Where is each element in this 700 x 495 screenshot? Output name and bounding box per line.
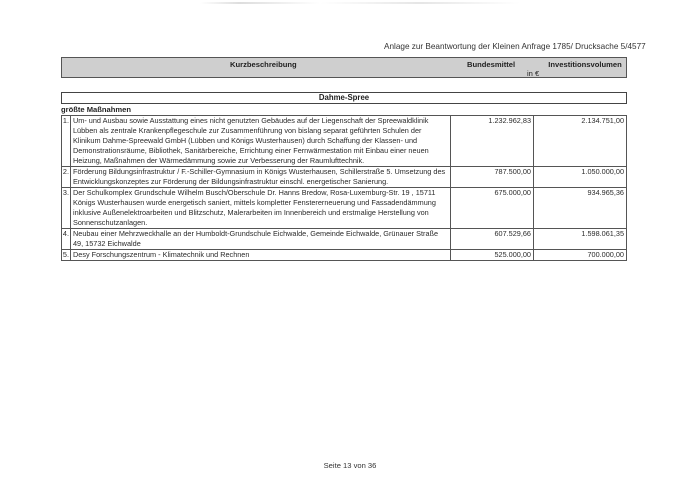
page-number: Seite 13 von 36	[323, 461, 377, 470]
row-federal-funds: 787.500,00	[451, 167, 534, 188]
table-row	[62, 229, 627, 250]
table-row	[62, 116, 627, 167]
measures-table	[61, 115, 627, 261]
row-federal-funds: 675.000,00	[451, 188, 534, 229]
section-heading: größte Maßnahmen	[61, 105, 627, 116]
row-description: Förderung Bildungsinfrastruktur / F.-Schiller-Gymnasium in Königs Wusterhausen, Schillerstraße 5. Umsetzung des Entwicklungskonzeptes zur Förderung der Bildungsinfrastruktur einschl. energetischer Sanierung.	[71, 167, 451, 188]
header-federal-funds: Bundesmittel	[467, 60, 516, 69]
table-header	[61, 57, 627, 78]
row-investment: 1.050.000,00	[534, 167, 627, 188]
row-number: 1.	[62, 116, 71, 167]
row-investment: 700.000,00	[534, 250, 627, 261]
row-number: 5.	[62, 250, 69, 259]
row-federal-funds: 1.232.962,83	[451, 116, 534, 167]
table-row	[62, 167, 627, 188]
table-row	[62, 250, 627, 261]
row-federal-funds: 525.000,00	[451, 250, 534, 261]
row-investment: 934.965,36	[534, 188, 627, 229]
region-title: Dahme-Spree	[61, 92, 627, 104]
document-reference: Anlage zur Beantwortung der Kleinen Anfrage 1785/ Drucksache 5/4577	[384, 42, 646, 51]
table-row	[62, 188, 627, 229]
scan-artifact	[200, 2, 600, 4]
header-unit: in €	[527, 69, 540, 78]
row-description: Der Schulkomplex Grundschule Wilhelm Busch/Oberschule Dr. Hanns Bredow, Rosa-Luxemburg-Str. 19 , 15711 Königs Wusterhausen wurde energetisch saniert, mittels kompletter Fenstererneuerung und Fassadendämmung inklusive Außenelektroarbeiten und Blitzschutz, Malerarbeiten im Innenbereich und erstmalige Herstellung von Sonnenschutzanlagen.	[71, 188, 451, 229]
row-number: 3.	[62, 188, 71, 229]
header-investment	[527, 60, 626, 78]
row-federal-funds: 607.529,66	[451, 229, 534, 250]
row-number: 4.	[62, 229, 71, 250]
row-investment: 2.134.751,00	[534, 116, 627, 167]
row-investment: 1.598.061,35	[534, 229, 627, 250]
row-description: Desy Forschungszentrum - Klimatechnik und Rechnen	[71, 250, 451, 261]
header-investment-label: Investitionsvolumen	[548, 60, 622, 69]
row-description: Neubau einer Mehrzweckhalle an der Humboldt-Grundschule Eichwalde, Gemeinde Eichwalde, Grünauer Straße 49, 15732 Eichwalde	[71, 229, 451, 250]
row-description: Um- und Ausbau sowie Ausstattung eines nicht genutzten Gebäudes auf der Liegenschaft der Spreewaldklinik Lübben als zentrale Krankenpflegeschule zur Zusammenführung von bislang separat geführten Schulen der Klinikum Dahme-Spreewald GmbH (Lübben und Königs Wusterhausen) durch Schaffung der Klassen- und Demonstrationsräume, Bibliothek, Sanitärbereiche, Errichtung einer Fernwärmestation mit Einbau einer neuen Heizung, Maßnahmen der Wärmedämmung sowie zur Verbesserung der Raumlufttechnik.	[71, 116, 451, 167]
header-description: Kurzbeschreibung	[230, 60, 297, 69]
row-number: 2.	[62, 167, 71, 188]
